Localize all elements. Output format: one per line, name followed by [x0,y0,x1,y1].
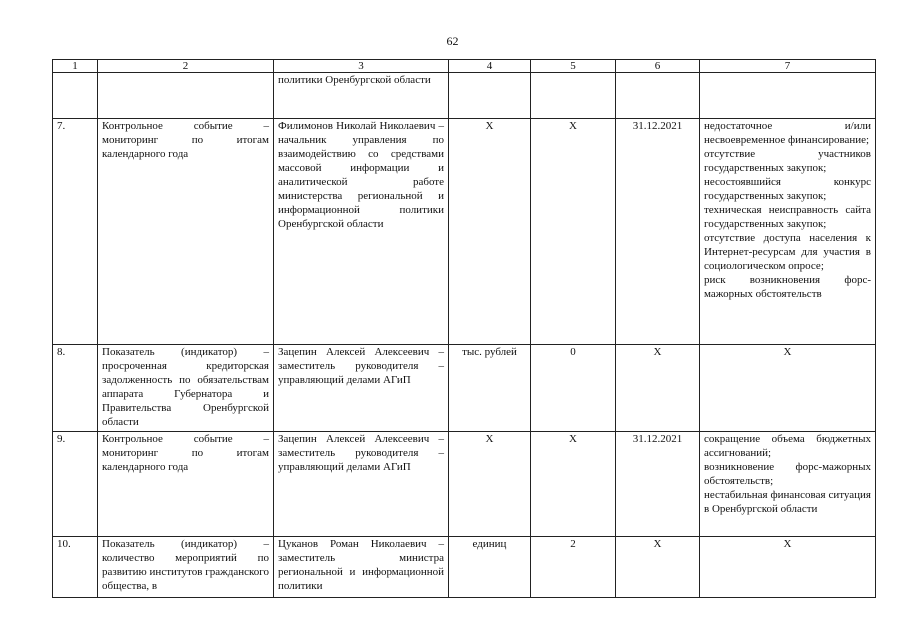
column-header: 4 [449,60,531,73]
name-cell [98,73,274,119]
risk-item: техническая неисправность сайта государственных закупок; [704,204,871,230]
table-row-10 [53,537,876,598]
date-cell: 31.12.2021 [616,432,700,537]
risk-item: отсутствие доступа населения к Интернет-ресурсам для участия в социологическом опросе; [704,232,871,272]
row-number-cell: 10. [53,537,98,598]
table-row-8 [53,345,876,432]
date-cell: X [616,345,700,432]
risks-cell [700,119,876,345]
risks-cell [700,345,876,432]
row-number-cell: 9. [53,432,98,537]
date-cell: 31.12.2021 [616,119,700,345]
table-row-9 [53,432,876,537]
responsible-cell: Зацепин Алексей Алексеевич – заместитель руководителя – управляющий делами АГиП [274,345,449,432]
risk-item: отсутствие участников государственных закупок; [704,148,871,174]
name-cell: Контрольное событие – мониторинг по итогам календарного года [98,119,274,345]
column-number-row [53,60,876,73]
risk-item: риск возникновения форс-мажорных обстоятельств [704,274,871,300]
document-table [52,59,876,598]
risk-item: нестабильная финансовая ситуация в Оренбургской области [704,489,871,515]
risk-item: недостаточное и/или несвоевременное финансирование; [704,120,871,146]
risks-cell [700,537,876,598]
value-cell: 0 [531,345,616,432]
risk-item: сокращение объема бюджетных ассигнований; [704,433,871,459]
risk-item: X [783,538,792,550]
column-header: 1 [53,60,98,73]
responsible-cell: политики Оренбургской области [274,73,449,119]
value-cell: X [531,432,616,537]
risk-item: возникновение форс-мажорных обстоятельств; [704,461,871,487]
column-header: 3 [274,60,449,73]
unit-cell: тыс. рублей [449,345,531,432]
risks-cell [700,73,876,119]
table-row-continuation [53,73,876,119]
date-cell [616,73,700,119]
risks-cell [700,432,876,537]
name-cell: Контрольное событие – мониторинг по итогам календарного года [98,432,274,537]
row-number-cell: 8. [53,345,98,432]
row-number-cell: 7. [53,119,98,345]
date-cell: X [616,537,700,598]
row-number-cell [53,73,98,119]
unit-cell: X [449,119,531,345]
column-header: 6 [616,60,700,73]
unit-cell [449,73,531,119]
name-cell: Показатель (индикатор) – количество мероприятий по развитию институтов гражданского общества, в [98,537,274,598]
column-header: 7 [700,60,876,73]
value-cell: X [531,119,616,345]
column-header: 5 [531,60,616,73]
page-number: 62 [446,34,459,48]
value-cell: 2 [531,537,616,598]
unit-cell: единиц [449,537,531,598]
risk-item: несостоявшийся конкурс государственных закупок; [704,176,871,202]
unit-cell: X [449,432,531,537]
column-header: 2 [98,60,274,73]
risk-item: X [783,346,792,358]
responsible-cell: Филимонов Николай Николаевич – начальник управления по взаимодействию со средствами массовой информации и аналитической работе министерства региональной и информационной политики Оренбургской области [274,119,449,345]
responsible-cell: Зацепин Алексей Алексеевич – заместитель руководителя – управляющий делами АГиП [274,432,449,537]
value-cell [531,73,616,119]
responsible-cell: Цуканов Роман Николаевич – заместитель министра региональной и информационной политики [274,537,449,598]
table-row-7 [53,119,876,345]
name-cell: Показатель (индикатор) – просроченная кредиторская задолженность по обязательствам аппарата Губернатора и Правительства Оренбургской области [98,345,274,432]
